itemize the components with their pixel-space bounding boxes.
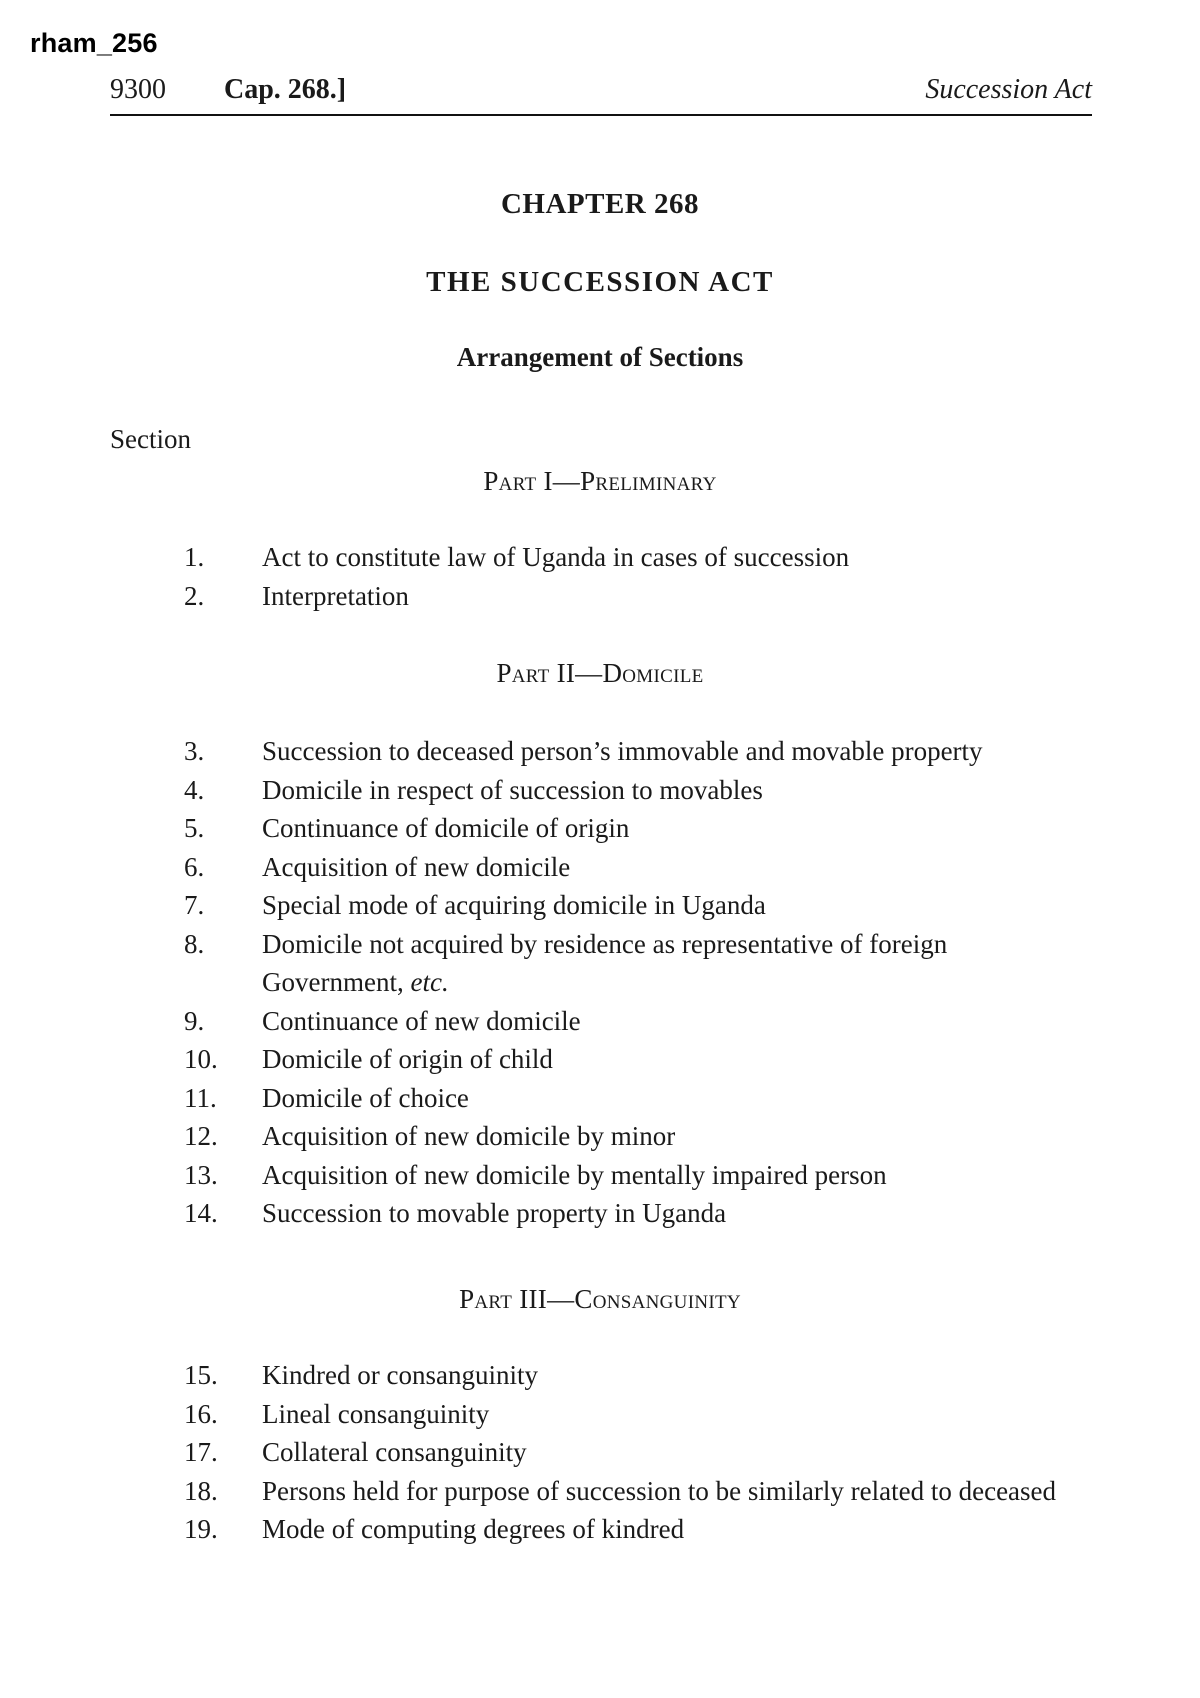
section-number: 14.: [184, 1198, 218, 1228]
section-number: 17.: [184, 1437, 218, 1467]
document-id: rham_256: [30, 28, 158, 58]
section-entry: [184, 1156, 1094, 1195]
section-title: Continuance of new domicile: [262, 1005, 581, 1036]
section-entry: [184, 1194, 1094, 1233]
section-number: 7.: [184, 890, 205, 920]
section-title-text: Domicile not acquired by residence as representative of foreign Government,: [262, 928, 948, 997]
section-entry: [184, 848, 1094, 887]
section-title: Acquisition of new domicile: [262, 851, 571, 882]
part-heading-consanguinity: Part III—Consanguinity: [459, 1284, 741, 1314]
section-title: Succession to movable property in Uganda: [262, 1198, 727, 1228]
section-number: 16.: [184, 1398, 218, 1429]
section-title: Domicile in respect of succession to movables: [262, 774, 763, 805]
section-number: 9.: [184, 1005, 205, 1036]
section-list-part-2: [184, 732, 1094, 1233]
section-list-part-1: [184, 538, 1094, 615]
section-title: Act to constitute law of Uganda in cases of succession: [262, 542, 850, 572]
section-entry: [184, 771, 1094, 810]
chapter-heading: CHAPTER 268: [500, 188, 700, 220]
section-number: 4.: [184, 774, 205, 805]
section-number: 13.: [184, 1159, 218, 1190]
section-title: Acquisition of new domicile by mentally impaired person: [262, 1159, 887, 1190]
section-number: 12.: [184, 1121, 218, 1151]
section-title: Lineal consanguinity: [262, 1398, 490, 1429]
section-entry: [184, 1356, 1094, 1395]
section-entry: [184, 1433, 1094, 1472]
section-number: 3.: [184, 736, 205, 766]
section-entry: [184, 1510, 1094, 1549]
part-heading-domicile: Part II—Domicile: [496, 658, 704, 688]
section-entry: [184, 577, 1094, 616]
section-entry: [184, 1472, 1094, 1511]
running-header: [110, 74, 1092, 116]
section-number: 15.: [184, 1360, 218, 1390]
section-title: [262, 925, 1094, 1002]
arrangement-heading: Arrangement of Sections: [456, 342, 744, 372]
running-title: Succession Act: [925, 74, 1092, 105]
section-number: 1.: [184, 542, 205, 572]
section-entry: [184, 732, 1094, 771]
section-title: Interpretation: [262, 580, 409, 611]
section-number: 11.: [184, 1082, 217, 1113]
section-title: Domicile of choice: [262, 1082, 469, 1113]
section-list-part-3: [184, 1356, 1094, 1549]
section-title-etc: etc.: [410, 967, 449, 997]
section-number: 5.: [184, 813, 205, 843]
section-number: 19.: [184, 1514, 218, 1544]
section-entry: [184, 1040, 1094, 1079]
section-entry: [184, 1395, 1094, 1434]
section-entry: [184, 1079, 1094, 1118]
section-entry: [184, 1117, 1094, 1156]
act-title: THE SUCCESSION ACT: [426, 266, 774, 298]
section-title: Collateral consanguinity: [262, 1437, 527, 1467]
section-column-label: Section: [110, 424, 191, 454]
section-number: 10.: [184, 1044, 218, 1074]
section-title: Kindred or consanguinity: [262, 1360, 538, 1390]
section-title: Mode of computing degrees of kindred: [262, 1514, 685, 1544]
page-number: 9300: [110, 74, 166, 105]
section-entry: [184, 925, 1094, 1002]
section-title: Succession to deceased person’s immovable and movable property: [262, 736, 983, 766]
section-entry: [184, 538, 1094, 577]
section-number: 8.: [184, 928, 205, 959]
section-title: Persons held for purpose of succession to be similarly related to deceased: [262, 1475, 1057, 1506]
section-number: 6.: [184, 851, 205, 882]
section-title: Acquisition of new domicile by minor: [262, 1121, 676, 1151]
part-heading-preliminary: Part I—Preliminary: [483, 466, 717, 496]
section-entry: [184, 809, 1094, 848]
section-title: Special mode of acquiring domicile in Uganda: [262, 890, 766, 920]
section-title: Continuance of domicile of origin: [262, 813, 630, 843]
section-entry: [184, 886, 1094, 925]
chapter-reference: Cap. 268.]: [224, 74, 347, 105]
section-entry: [184, 1002, 1094, 1041]
section-title: Domicile of origin of child: [262, 1044, 553, 1074]
section-number: 2.: [184, 580, 205, 611]
section-number: 18.: [184, 1475, 218, 1506]
